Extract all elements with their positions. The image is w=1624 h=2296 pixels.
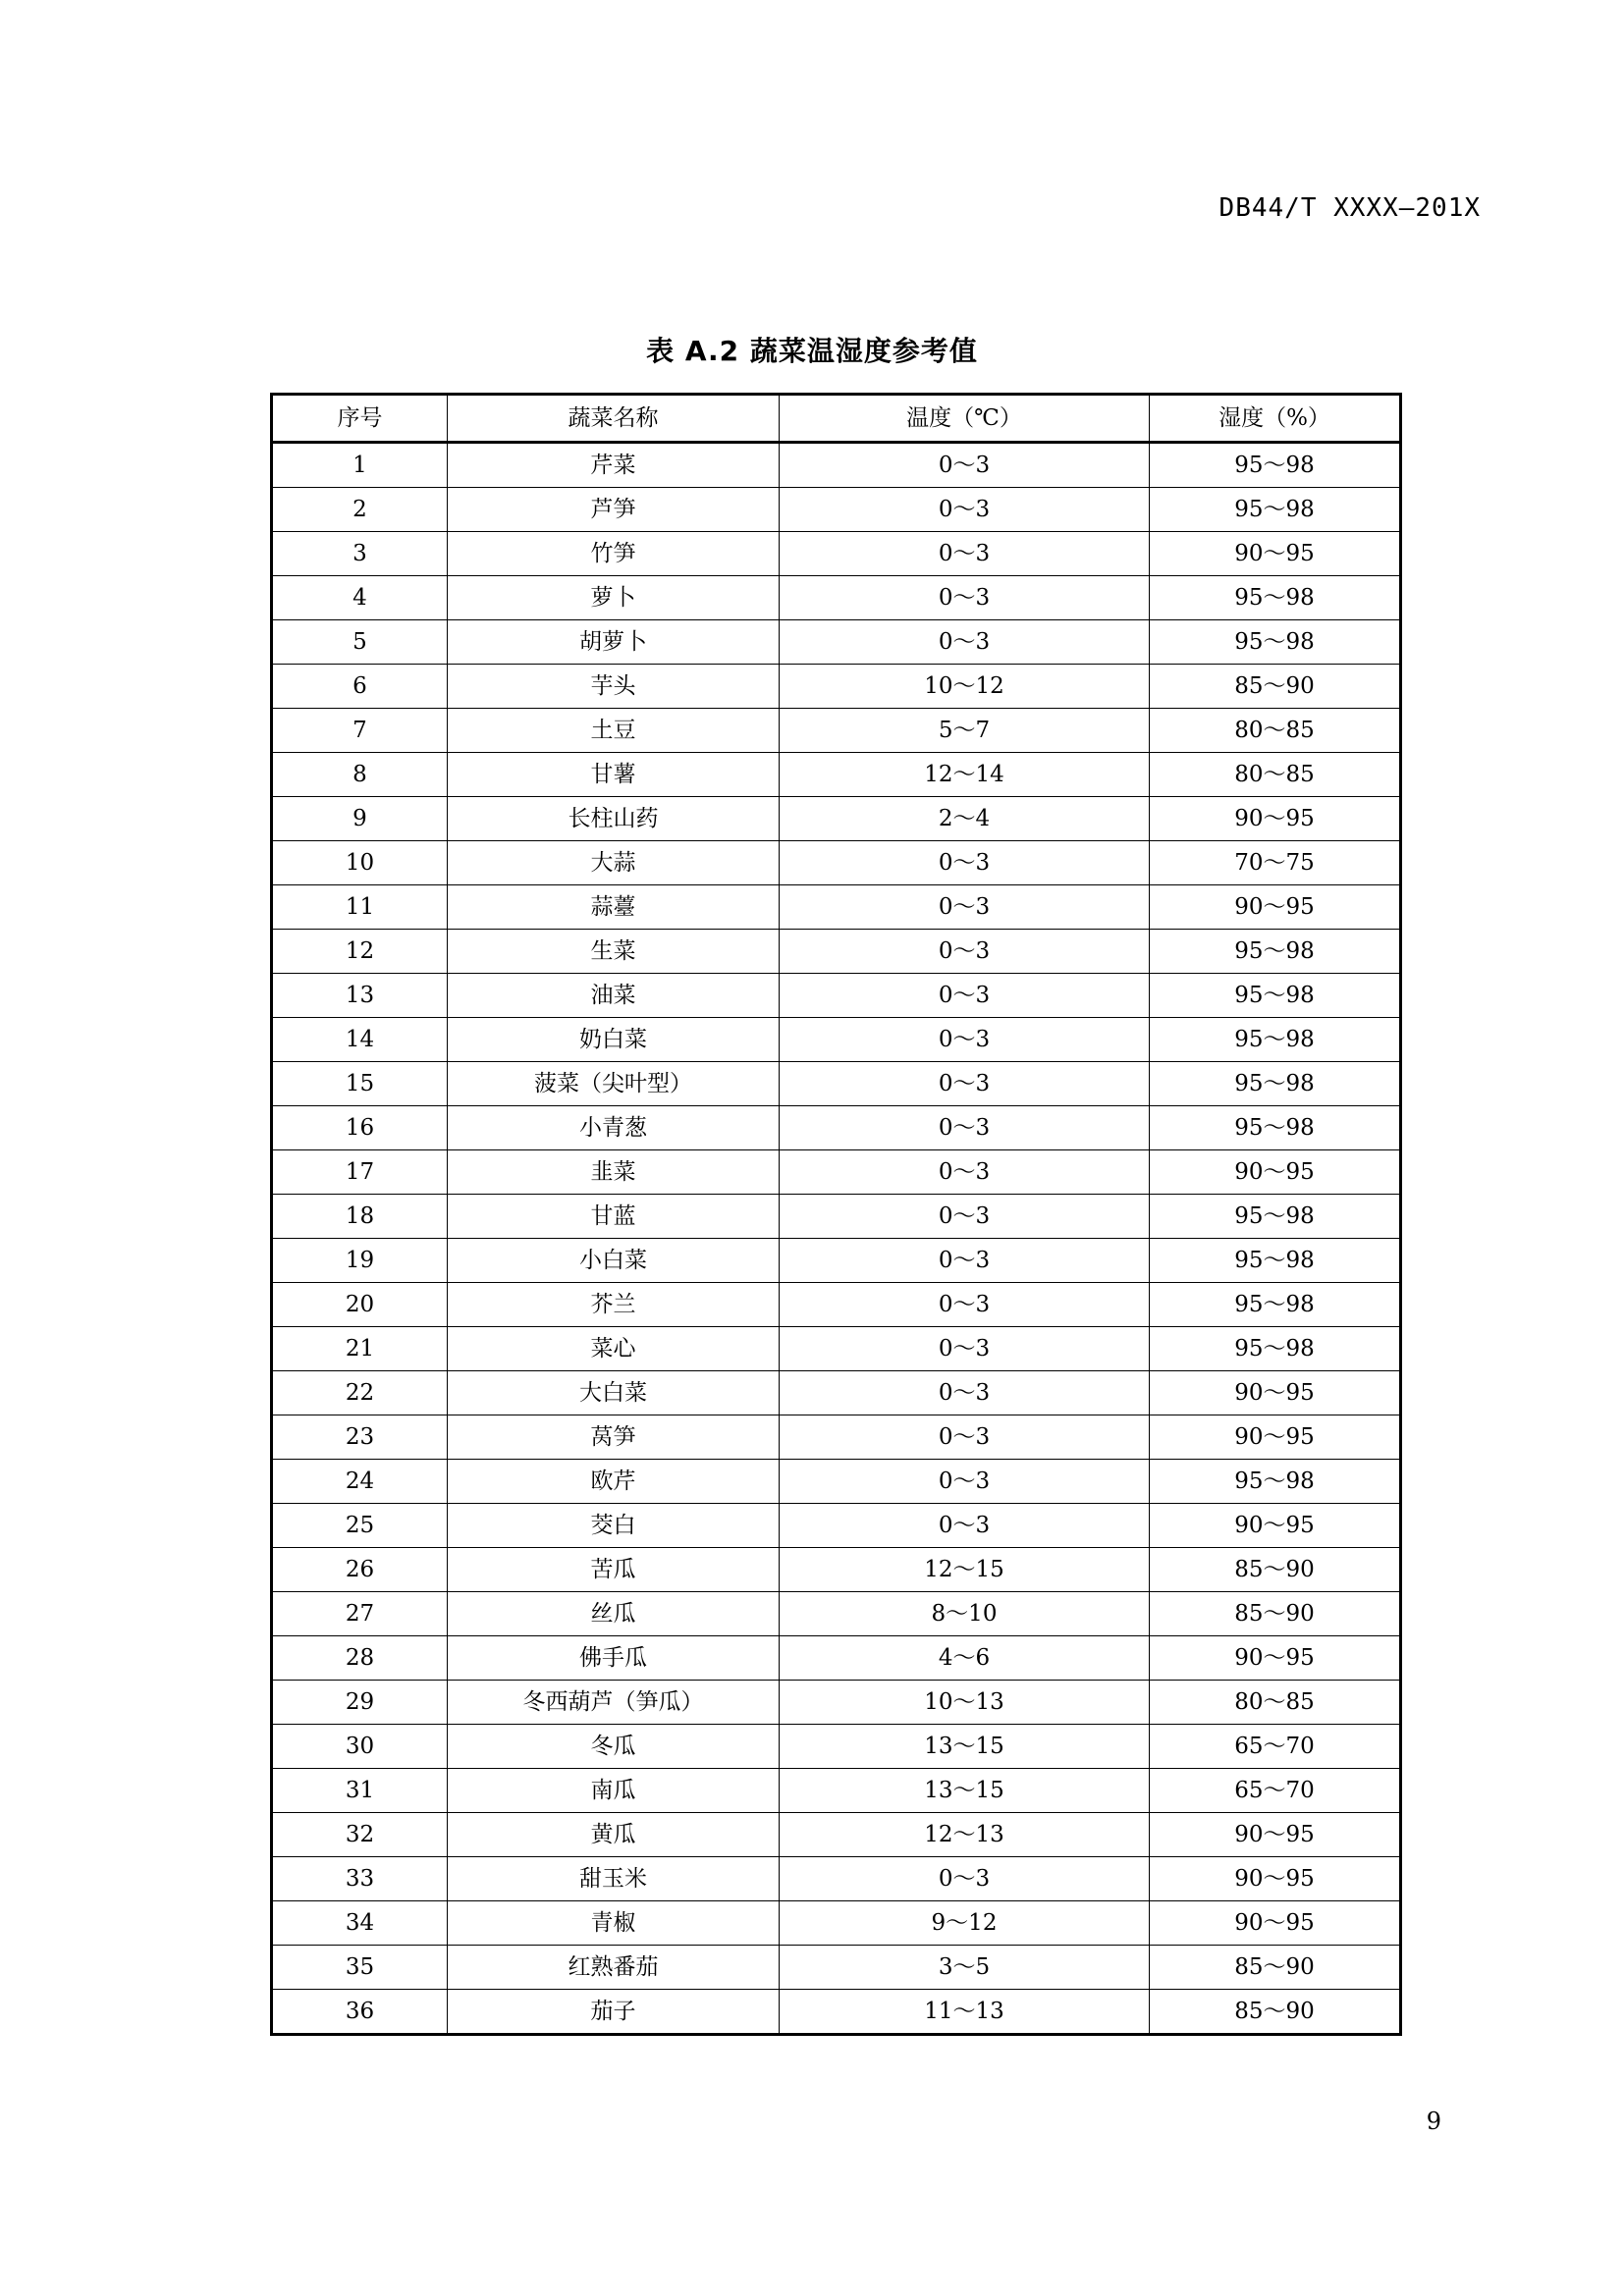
column-header-humidity: 湿度（%） [1150,395,1401,443]
cell-temperature: 0～3 [780,532,1150,576]
vegetable-temperature-humidity-table [270,393,1402,2036]
cell-temperature: 10～12 [780,665,1150,709]
table-row [272,1857,1401,1901]
cell-humidity: 95～98 [1150,1195,1401,1239]
cell-temperature: 0～3 [780,1062,1150,1106]
cell-vegetable-name: 小青葱 [448,1106,780,1150]
cell-temperature: 12～14 [780,753,1150,797]
table-row [272,1239,1401,1283]
cell-vegetable-name: 茭白 [448,1504,780,1548]
cell-humidity: 95～98 [1150,930,1401,974]
cell-vegetable-name: 胡萝卜 [448,620,780,665]
cell-humidity: 95～98 [1150,576,1401,620]
table-row [272,532,1401,576]
cell-temperature: 2～4 [780,797,1150,841]
table-row [272,1592,1401,1636]
cell-humidity: 90～95 [1150,1857,1401,1901]
standard-code: DB44/T XXXX—201X [1218,193,1481,223]
cell-index: 24 [272,1460,448,1504]
table-row [272,1106,1401,1150]
cell-index: 11 [272,885,448,930]
table-row [272,753,1401,797]
table-row [272,620,1401,665]
cell-humidity: 80～85 [1150,1681,1401,1725]
cell-index: 34 [272,1901,448,1946]
cell-index: 21 [272,1327,448,1371]
cell-vegetable-name: 甘蓝 [448,1195,780,1239]
cell-humidity: 95～98 [1150,488,1401,532]
table-row [272,1636,1401,1681]
cell-humidity: 85～90 [1150,1990,1401,2035]
cell-temperature: 13～15 [780,1769,1150,1813]
cell-humidity: 80～85 [1150,753,1401,797]
cell-index: 36 [272,1990,448,2035]
table-row [272,1327,1401,1371]
cell-temperature: 12～15 [780,1548,1150,1592]
cell-humidity: 90～95 [1150,1415,1401,1460]
cell-humidity: 95～98 [1150,1239,1401,1283]
cell-index: 6 [272,665,448,709]
table-row [272,1150,1401,1195]
cell-temperature: 0～3 [780,1415,1150,1460]
cell-humidity: 95～98 [1150,1106,1401,1150]
cell-vegetable-name: 莴笋 [448,1415,780,1460]
table-row [272,1813,1401,1857]
cell-index: 8 [272,753,448,797]
cell-index: 13 [272,974,448,1018]
cell-vegetable-name: 丝瓜 [448,1592,780,1636]
cell-temperature: 0～3 [780,1195,1150,1239]
cell-temperature: 0～3 [780,1239,1150,1283]
cell-index: 9 [272,797,448,841]
cell-temperature: 0～3 [780,1327,1150,1371]
table-row [272,1725,1401,1769]
cell-index: 3 [272,532,448,576]
cell-temperature: 13～15 [780,1725,1150,1769]
cell-humidity: 90～95 [1150,885,1401,930]
table-row [272,576,1401,620]
cell-temperature: 0～3 [780,1460,1150,1504]
table-row [272,1946,1401,1990]
cell-vegetable-name: 韭菜 [448,1150,780,1195]
table-header-row [272,395,1401,443]
cell-index: 1 [272,443,448,488]
column-header-index: 序号 [272,395,448,443]
cell-humidity: 90～95 [1150,797,1401,841]
cell-temperature: 0～3 [780,1150,1150,1195]
cell-humidity: 90～95 [1150,1150,1401,1195]
cell-humidity: 95～98 [1150,1018,1401,1062]
cell-humidity: 90～95 [1150,1371,1401,1415]
table-row [272,709,1401,753]
cell-humidity: 90～95 [1150,1636,1401,1681]
cell-temperature: 0～3 [780,974,1150,1018]
cell-index: 5 [272,620,448,665]
cell-vegetable-name: 芥兰 [448,1283,780,1327]
cell-humidity: 95～98 [1150,620,1401,665]
cell-vegetable-name: 芋头 [448,665,780,709]
cell-vegetable-name: 土豆 [448,709,780,753]
table-row [272,443,1401,488]
cell-humidity: 95～98 [1150,1062,1401,1106]
cell-index: 31 [272,1769,448,1813]
table-row [272,1460,1401,1504]
cell-temperature: 0～3 [780,1504,1150,1548]
cell-index: 35 [272,1946,448,1990]
table-row [272,885,1401,930]
cell-humidity: 90～95 [1150,1504,1401,1548]
cell-vegetable-name: 油菜 [448,974,780,1018]
table-row [272,1990,1401,2035]
cell-vegetable-name: 苦瓜 [448,1548,780,1592]
cell-humidity: 90～95 [1150,1813,1401,1857]
table-row [272,1195,1401,1239]
cell-temperature: 10～13 [780,1681,1150,1725]
cell-humidity: 85～90 [1150,665,1401,709]
table-row [272,1504,1401,1548]
table-row [272,1018,1401,1062]
cell-temperature: 3～5 [780,1946,1150,1990]
cell-index: 30 [272,1725,448,1769]
cell-index: 32 [272,1813,448,1857]
cell-temperature: 0～3 [780,1018,1150,1062]
cell-vegetable-name: 菠菜（尖叶型） [448,1062,780,1106]
cell-temperature: 4～6 [780,1636,1150,1681]
cell-temperature: 0～3 [780,620,1150,665]
cell-index: 27 [272,1592,448,1636]
cell-vegetable-name: 蒜薹 [448,885,780,930]
cell-index: 20 [272,1283,448,1327]
table-row [272,1548,1401,1592]
cell-vegetable-name: 冬瓜 [448,1725,780,1769]
cell-humidity: 85～90 [1150,1946,1401,1990]
cell-index: 22 [272,1371,448,1415]
cell-index: 12 [272,930,448,974]
cell-humidity: 95～98 [1150,974,1401,1018]
table-row [272,1901,1401,1946]
cell-index: 17 [272,1150,448,1195]
cell-humidity: 85～90 [1150,1592,1401,1636]
cell-index: 33 [272,1857,448,1901]
cell-temperature: 0～3 [780,576,1150,620]
cell-temperature: 0～3 [780,885,1150,930]
cell-vegetable-name: 青椒 [448,1901,780,1946]
cell-temperature: 0～3 [780,930,1150,974]
cell-vegetable-name: 生菜 [448,930,780,974]
cell-vegetable-name: 红熟番茄 [448,1946,780,1990]
cell-humidity: 95～98 [1150,1460,1401,1504]
column-header-vegetable-name: 蔬菜名称 [448,395,780,443]
cell-index: 29 [272,1681,448,1725]
cell-index: 23 [272,1415,448,1460]
column-header-temperature: 温度（℃） [780,395,1150,443]
cell-humidity: 95～98 [1150,1283,1401,1327]
cell-humidity: 95～98 [1150,443,1401,488]
cell-temperature: 8～10 [780,1592,1150,1636]
table-row [272,665,1401,709]
cell-index: 10 [272,841,448,885]
cell-temperature: 0～3 [780,1371,1150,1415]
cell-vegetable-name: 茄子 [448,1990,780,2035]
cell-humidity: 65～70 [1150,1725,1401,1769]
cell-vegetable-name: 佛手瓜 [448,1636,780,1681]
cell-vegetable-name: 芹菜 [448,443,780,488]
cell-humidity: 85～90 [1150,1548,1401,1592]
cell-temperature: 0～3 [780,443,1150,488]
cell-temperature: 9～12 [780,1901,1150,1946]
cell-vegetable-name: 竹笋 [448,532,780,576]
cell-vegetable-name: 大白菜 [448,1371,780,1415]
cell-vegetable-name: 甜玉米 [448,1857,780,1901]
cell-index: 2 [272,488,448,532]
cell-vegetable-name: 芦笋 [448,488,780,532]
cell-humidity: 70～75 [1150,841,1401,885]
table-container [270,393,1399,2036]
cell-humidity: 90～95 [1150,1901,1401,1946]
cell-vegetable-name: 南瓜 [448,1769,780,1813]
table-row [272,930,1401,974]
cell-index: 14 [272,1018,448,1062]
cell-index: 7 [272,709,448,753]
cell-temperature: 11～13 [780,1990,1150,2035]
table-row [272,1062,1401,1106]
cell-vegetable-name: 长柱山药 [448,797,780,841]
table-row [272,974,1401,1018]
page-number: 9 [1426,2108,1441,2135]
cell-temperature: 0～3 [780,1857,1150,1901]
table-row [272,1283,1401,1327]
cell-humidity: 95～98 [1150,1327,1401,1371]
table-title: 表 A.2 蔬菜温湿度参考值 [646,335,978,367]
cell-index: 4 [272,576,448,620]
cell-vegetable-name: 小白菜 [448,1239,780,1283]
cell-humidity: 80～85 [1150,709,1401,753]
cell-index: 18 [272,1195,448,1239]
cell-index: 19 [272,1239,448,1283]
cell-index: 15 [272,1062,448,1106]
cell-vegetable-name: 欧芹 [448,1460,780,1504]
cell-temperature: 0～3 [780,1283,1150,1327]
cell-vegetable-name: 甘薯 [448,753,780,797]
cell-index: 28 [272,1636,448,1681]
cell-index: 16 [272,1106,448,1150]
cell-humidity: 90～95 [1150,532,1401,576]
cell-temperature: 0～3 [780,1106,1150,1150]
table-body [272,443,1401,2035]
table-row [272,1371,1401,1415]
cell-vegetable-name: 黄瓜 [448,1813,780,1857]
cell-temperature: 5～7 [780,709,1150,753]
cell-index: 26 [272,1548,448,1592]
cell-index: 25 [272,1504,448,1548]
cell-vegetable-name: 萝卜 [448,576,780,620]
table-row [272,1681,1401,1725]
cell-vegetable-name: 菜心 [448,1327,780,1371]
cell-temperature: 0～3 [780,488,1150,532]
cell-humidity: 65～70 [1150,1769,1401,1813]
cell-temperature: 12～13 [780,1813,1150,1857]
table-row [272,841,1401,885]
table-row [272,1415,1401,1460]
cell-vegetable-name: 奶白菜 [448,1018,780,1062]
table-row [272,1769,1401,1813]
cell-temperature: 0～3 [780,841,1150,885]
cell-vegetable-name: 大蒜 [448,841,780,885]
cell-vegetable-name: 冬西葫芦（笋瓜） [448,1681,780,1725]
table-row [272,797,1401,841]
table-row [272,488,1401,532]
